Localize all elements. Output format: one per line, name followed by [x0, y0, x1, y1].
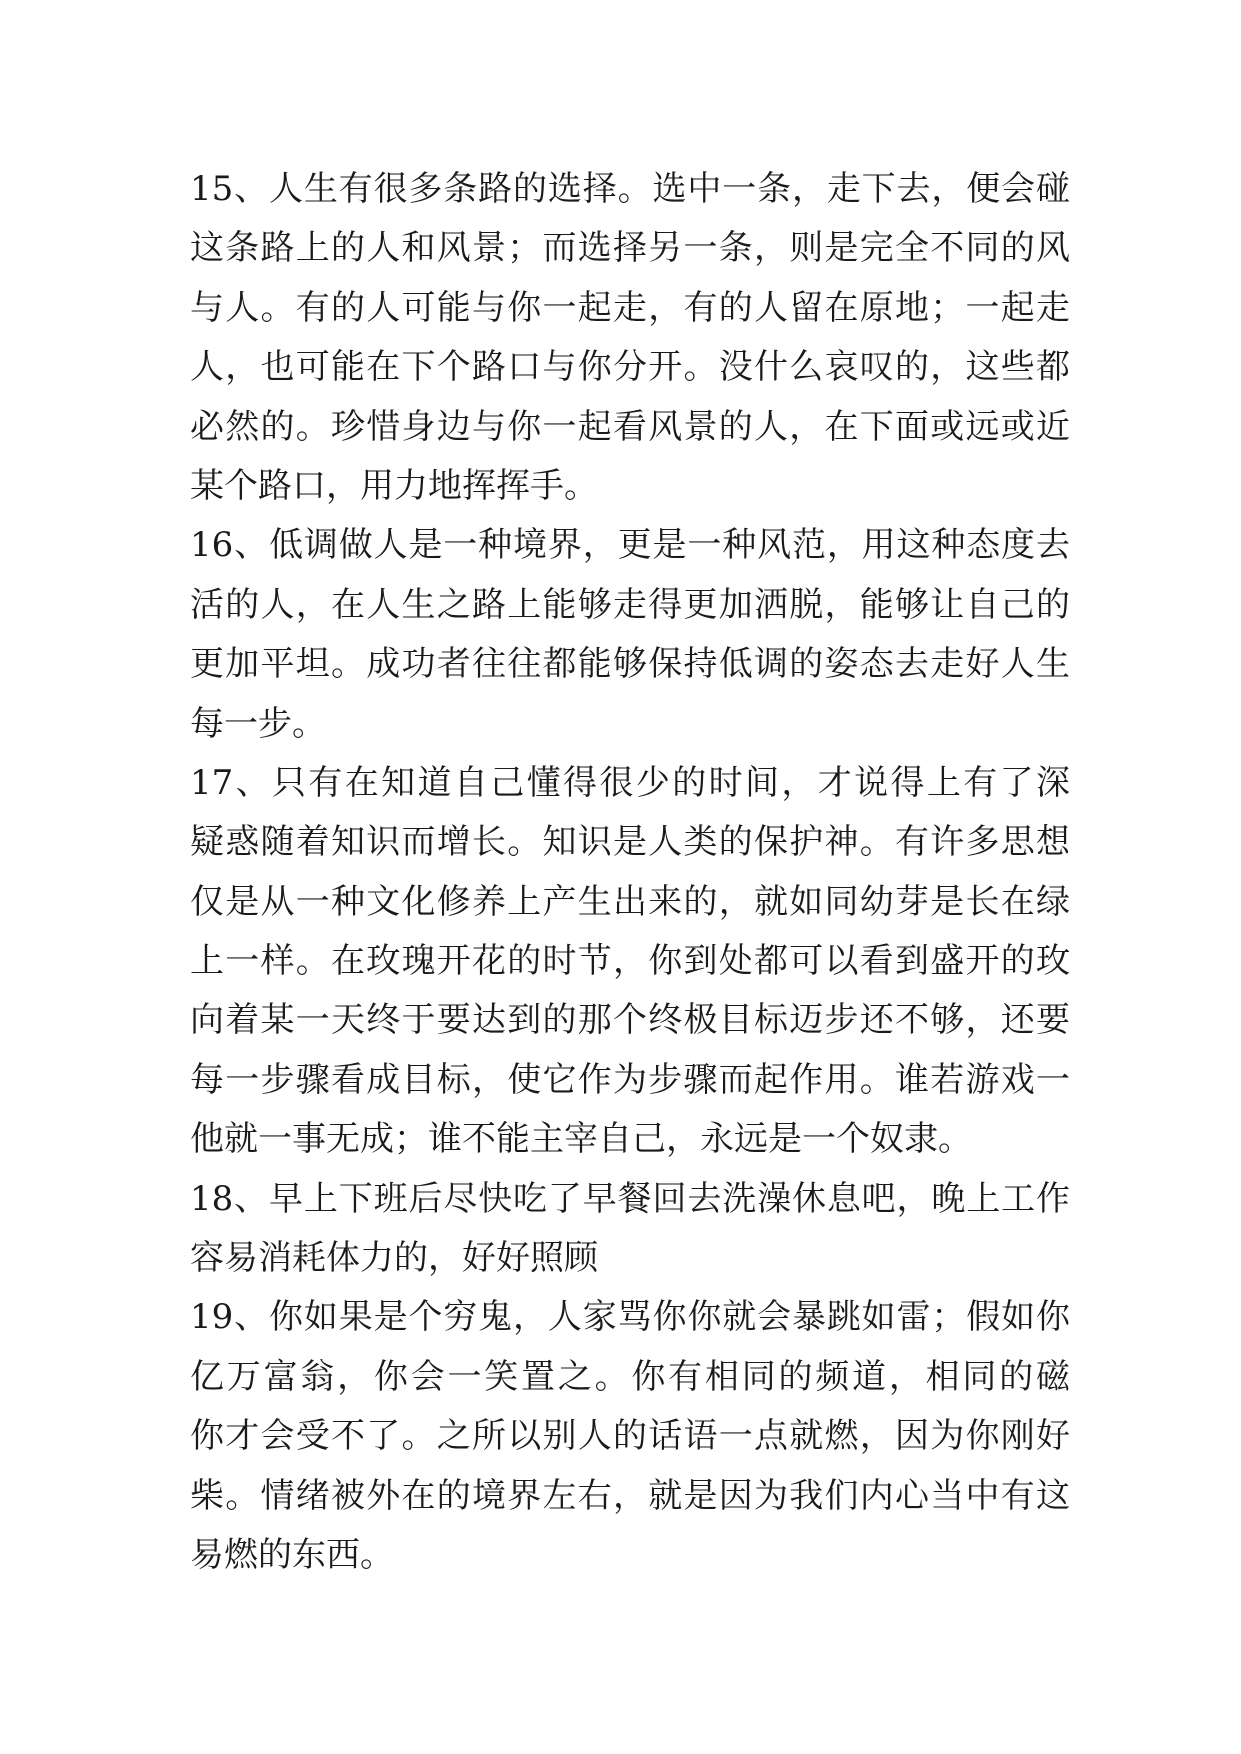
text-line: 疑惑随着知识而增长。知识是人类的保护神。有许多思想	[190, 822, 1070, 863]
text-line: 每一步。	[190, 703, 326, 744]
text-line: 每一步骤看成目标，使它作为步骤而起作用。谁若游戏一	[190, 1059, 1070, 1100]
text-line: 他就一事无成；谁不能主宰自己，永远是一个奴隶。	[190, 1119, 972, 1160]
text-line: 18、早上下班后尽快吃了早餐回去洗澡休息吧，晚上工作	[190, 1178, 1070, 1219]
text-line: 容易消耗体力的，好好照顾	[190, 1238, 598, 1279]
body-text	[190, 160, 1070, 1585]
text-line: 16、低调做人是一种境界，更是一种风范，用这种态度去	[190, 525, 1070, 566]
text-line: 向着某一天终于要达到的那个终极目标迈步还不够，还要	[190, 1000, 1070, 1041]
text-line: 亿万富翁，你会一笑置之。你有相同的频道，相同的磁	[190, 1356, 1070, 1397]
text-line: 15、人生有很多条路的选择。选中一条，走下去，便会碰	[190, 169, 1070, 209]
text-line: 更加平坦。成功者往往都能够保持低调的姿态去走好人生	[190, 644, 1070, 685]
text-line: 易燃的东西。	[190, 1534, 394, 1575]
text-line: 某个路口，用力地挥挥手。	[190, 465, 598, 506]
text-line: 你才会受不了。之所以别人的话语一点就燃，因为你刚好	[190, 1416, 1070, 1457]
text-line: 这条路上的人和风景；而选择另一条，则是完全不同的风	[190, 228, 1070, 269]
text-line: 仅是从一种文化修养上产生出来的，就如同幼芽是长在绿	[190, 881, 1070, 922]
text-line: 人，也可能在下个路口与你分开。没什么哀叹的，这些都	[190, 347, 1070, 388]
text-line: 与人。有的人可能与你一起走，有的人留在原地；一起走	[190, 287, 1070, 328]
text-line: 活的人，在人生之路上能够走得更加洒脱，能够让自己的	[190, 584, 1070, 625]
text-line: 柴。情绪被外在的境界左右，就是因为我们内心当中有这	[190, 1475, 1070, 1516]
text-line: 19、你如果是个穷鬼，人家骂你你就会暴跳如雷；假如你	[190, 1297, 1070, 1338]
text-line: 上一样。在玫瑰开花的时节，你到处都可以看到盛开的玫	[190, 941, 1070, 982]
text-line: 必然的。珍惜身边与你一起看风景的人，在下面或远或近	[190, 406, 1070, 447]
text-line: 17、只有在知道自己懂得很少的时间，才说得上有了深	[190, 762, 1070, 803]
